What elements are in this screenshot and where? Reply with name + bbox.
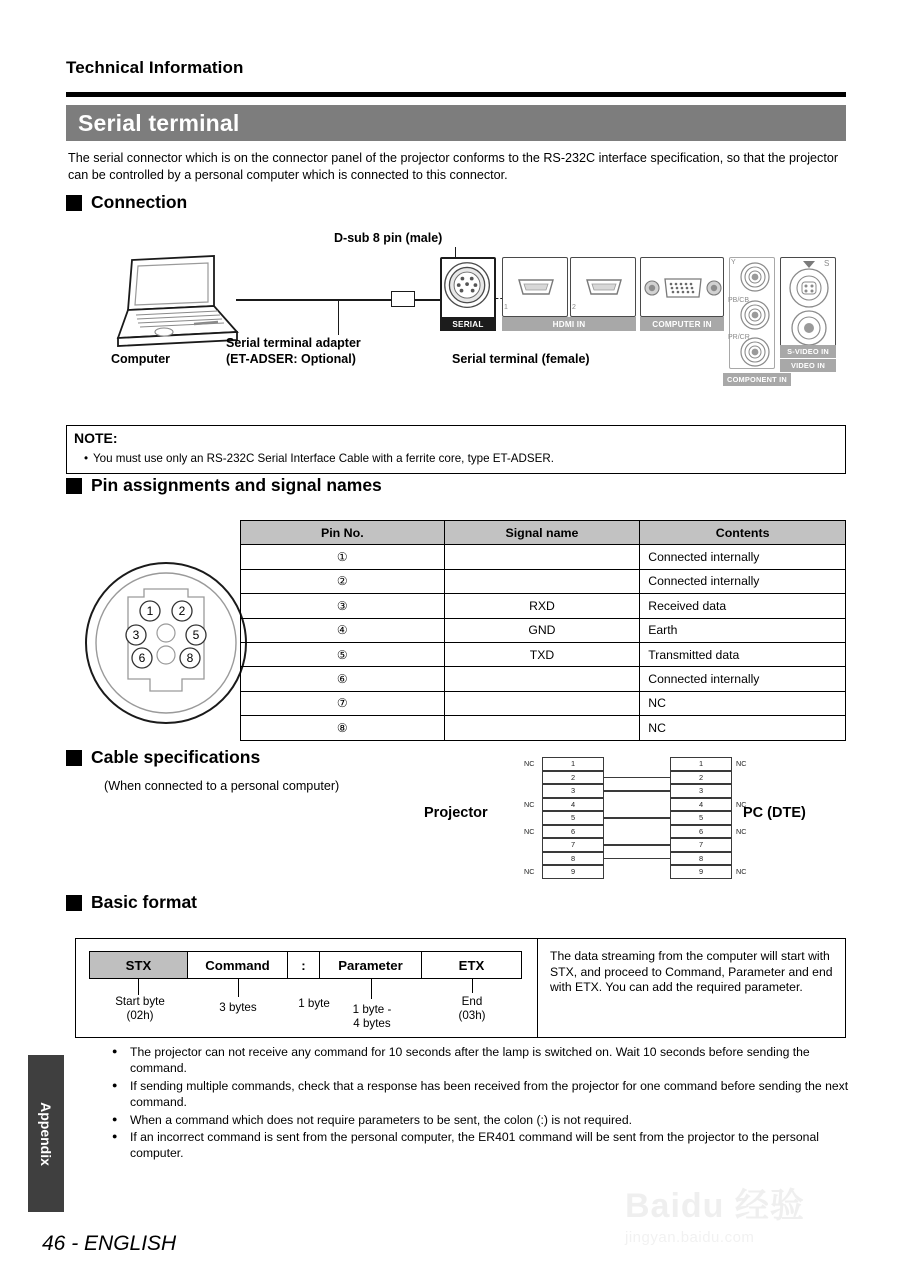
section-band [66,105,846,141]
s-video-in-label: S-VIDEO IN [780,345,836,358]
cell-contents: Earth [640,618,846,642]
cell-pin: ④ [241,618,445,642]
left-pin-9: 9 [542,865,604,879]
tick-etx [472,979,473,993]
list-item: ● When a command which does not require parameters to be sent, the colon (:) is not required. [110,1112,850,1128]
vga-port-icon [641,258,725,318]
adapter-leader-line [338,301,339,335]
connector-pinout-drawing [78,545,254,741]
wire-pin-7 [604,844,670,846]
right-pin-3: 3 [670,784,732,798]
heading-connection [66,192,187,213]
sidebar-tab-appendix [28,1055,64,1212]
annotation-colon: 1 byte [298,997,330,1010]
hdmi-port-icon [503,258,569,318]
heading-basic-format-label: Basic format [91,892,198,912]
square-bullet-icon-2 [66,478,82,494]
right-pin-6: 6 [670,825,732,839]
heading-basic-format [66,892,197,913]
tick-parameter [371,979,372,999]
adapter-label-line2: (ET-ADSER: Optional) [226,352,356,366]
left-pin-5: 5 [542,811,604,825]
annotation-command: 3 bytes [219,1001,257,1014]
wire-pin-3 [604,790,670,792]
list-item: ● If sending multiple commands, check that a response has been received from the projector for one command before sending the next command. [110,1078,850,1111]
basic-format-box [75,938,846,1038]
table-row [241,618,846,642]
table-header-row [241,521,846,545]
watermark-sub: jingyan.baidu.com [625,1229,755,1246]
component-pb-label: PB/CB [728,297,750,304]
component-pr-label: PR/CR [728,334,750,341]
computer-label: Computer [111,352,171,366]
cell-contents: Transmitted data [640,642,846,666]
right-nc-6: NC [736,826,747,836]
intro-paragraph: The serial connector which is on the connector panel of the projector conforms to the RS-232C interface specification, so that the projector can be controlled by a personal computer which is connected to this connector. [68,151,839,182]
note-bullet-icon: • [84,452,89,465]
connector-pin-3: 3 [132,628,140,642]
hdmi2-number: 2 [572,304,576,311]
annotation-parameter-line2: 4 bytes [353,1017,391,1030]
tick-command [238,979,239,997]
connector-pin-6: 6 [138,651,146,665]
right-nc-4: NC [736,799,747,809]
table-row [241,716,846,740]
hdmi-in-label: HDMI IN [502,317,636,331]
right-pin-8: 8 [670,852,732,866]
connector-pin-2: 2 [178,604,186,618]
serial-terminal-label: Serial terminal (female) [452,352,590,366]
note-box [66,425,846,474]
left-pin-6: 6 [542,825,604,839]
connection-diagram [66,225,856,405]
connector-pin-8: 8 [186,651,194,665]
cell-signal: TXD [444,642,640,666]
computer-in-jack [640,257,724,317]
cell-pin: ⑥ [241,667,445,691]
right-pin-5: 5 [670,811,732,825]
wire-pin-2 [604,777,670,779]
annotation-parameter-line1: 1 byte - [352,1003,392,1016]
tick-stx [138,979,139,995]
right-pin-1: 1 [670,757,732,771]
cell-contents: Connected internally [640,569,846,593]
table-row [241,594,846,618]
format-cell-etx: ETX [422,952,522,979]
right-pin-4: 4 [670,798,732,812]
s-mark-label: S [824,259,830,268]
left-nc-1: NC [524,759,535,768]
left-pin-1: 1 [542,757,604,771]
s-video-port-icon [781,258,837,356]
table-row [241,667,846,691]
sidebar-tab-appendix-label: Appendix [38,1101,54,1166]
pc-side-label: PC (DTE) [743,805,806,821]
cable-spec-subtitle: (When connected to a personal computer) [104,779,340,793]
projector-side-label: Projector [424,805,488,821]
left-pin-7: 7 [542,838,604,852]
heading-pin-assignments [66,475,382,496]
component-rca-icon [730,258,776,370]
heading-pin-assignments-label: Pin assignments and signal names [91,475,382,495]
left-nc-9: NC [524,867,535,876]
cell-contents: Received data [640,594,846,618]
section-band-title: Serial terminal [78,110,240,136]
terminal-panel [440,257,830,384]
cable-wiring-diagram [512,752,762,884]
component-in-jack-group [729,257,775,369]
page-breadcrumb: Technical Information [66,58,244,77]
ferrite-core [391,291,415,307]
right-pin-7: 7 [670,838,732,852]
left-pin-4: 4 [542,798,604,812]
page-footer [42,1232,176,1256]
left-pin-3: 3 [542,784,604,798]
col-pin-no: Pin No. [241,521,445,545]
square-bullet-icon-4 [66,895,82,911]
component-y-label: Y [731,259,736,266]
cell-signal: GND [444,618,640,642]
heading-connection-label: Connection [91,192,188,212]
annotation-stx-line1: Start byte [115,995,165,1008]
left-nc-4: NC [524,799,535,809]
connector-pin-5: 5 [192,628,200,642]
cell-contents: NC [640,716,846,740]
left-pin-8: 8 [542,852,604,866]
hdmi-port-icon-2 [571,258,637,318]
annotation-stx-line2: (02h) [126,1009,154,1022]
serial-cable [236,299,474,301]
cell-pin: ⑧ [241,716,445,740]
table-row [241,691,846,715]
watermark-main: Baidu 经验 [625,1187,805,1225]
list-item: ● The projector can not receive any command for 10 seconds after the lamp is switched on. Wait 10 seconds before sending the command. [110,1044,850,1077]
square-bullet-icon [66,195,82,211]
table-row [241,642,846,666]
s-video-video-jack-group [780,257,836,355]
format-cell-stx: STX [90,952,188,979]
connector-pin-1: 1 [146,604,154,618]
table-row [241,569,846,593]
right-pin-9: 9 [670,865,732,879]
right-pin-2: 2 [670,771,732,785]
page-number: 46 - ENGLISH [42,1232,177,1255]
square-bullet-icon-3 [66,750,82,766]
serial-din-icon [442,258,494,314]
hdmi1-jack [502,257,568,317]
list-item: ● If an incorrect command is sent from the personal computer, the ER401 command will be sent from the projector to the personal computer. [110,1129,850,1162]
right-nc-1: NC [736,759,747,768]
hdmi1-number: 1 [504,304,508,311]
laptop-illustration [102,252,242,352]
cell-contents: Connected internally [640,545,846,569]
cell-pin: ② [241,569,445,593]
cell-signal: RXD [444,594,640,618]
cell-signal [444,569,640,593]
col-signal-name: Signal name [444,521,640,545]
format-box-divider [537,939,538,1037]
col-contents: Contents [640,521,846,545]
computer-in-label: COMPUTER IN [640,317,724,331]
hdmi2-jack [570,257,636,317]
dsub-label: D-sub 8 pin (male) [334,231,443,245]
annotation-etx-line1: End [461,995,483,1008]
watermark [625,1178,875,1248]
header-rule [66,92,846,97]
left-pin-2: 2 [542,771,604,785]
video-in-label: VIDEO IN [780,359,836,372]
cell-signal [444,545,640,569]
serial-jack-label: SERIAL [440,317,496,331]
format-structure-table [89,951,522,979]
heading-cable-specifications-label: Cable specifications [91,747,261,767]
cell-pin: ⑦ [241,691,445,715]
heading-cable-specifications [66,747,260,768]
annotation-etx-line2: (03h) [458,1009,486,1022]
wire-pin-5 [604,817,670,819]
note-title: NOTE: [74,430,118,446]
cell-contents: NC [640,691,846,715]
wire-pin-8 [604,858,670,860]
cell-pin: ① [241,545,445,569]
left-nc-6: NC [524,826,535,836]
cell-contents: Connected internally [640,667,846,691]
right-nc-9: NC [736,867,747,876]
component-in-label: COMPONENT IN [723,373,791,386]
format-description: The data streaming from the computer will start with STX, and proceed to Command, Parameter and end with ETX. You can add the required parameter. [550,949,833,995]
cell-pin: ⑤ [241,642,445,666]
format-cell-parameter: Parameter [320,952,422,979]
cell-signal [444,667,640,691]
format-cell-command: Command [188,952,288,979]
cell-signal [444,716,640,740]
adapter-label-line1: Serial terminal adapter [226,336,361,350]
note-text: You must use only an RS-232C Serial Interface Cable with a ferrite core, type ET-ADSER. [93,452,554,465]
format-cell-colon: : [288,952,320,979]
cell-signal [444,691,640,715]
notes-bullet-list [110,1044,850,1163]
table-row [241,545,846,569]
pin-assignment-table [240,520,846,741]
cell-pin: ③ [241,594,445,618]
